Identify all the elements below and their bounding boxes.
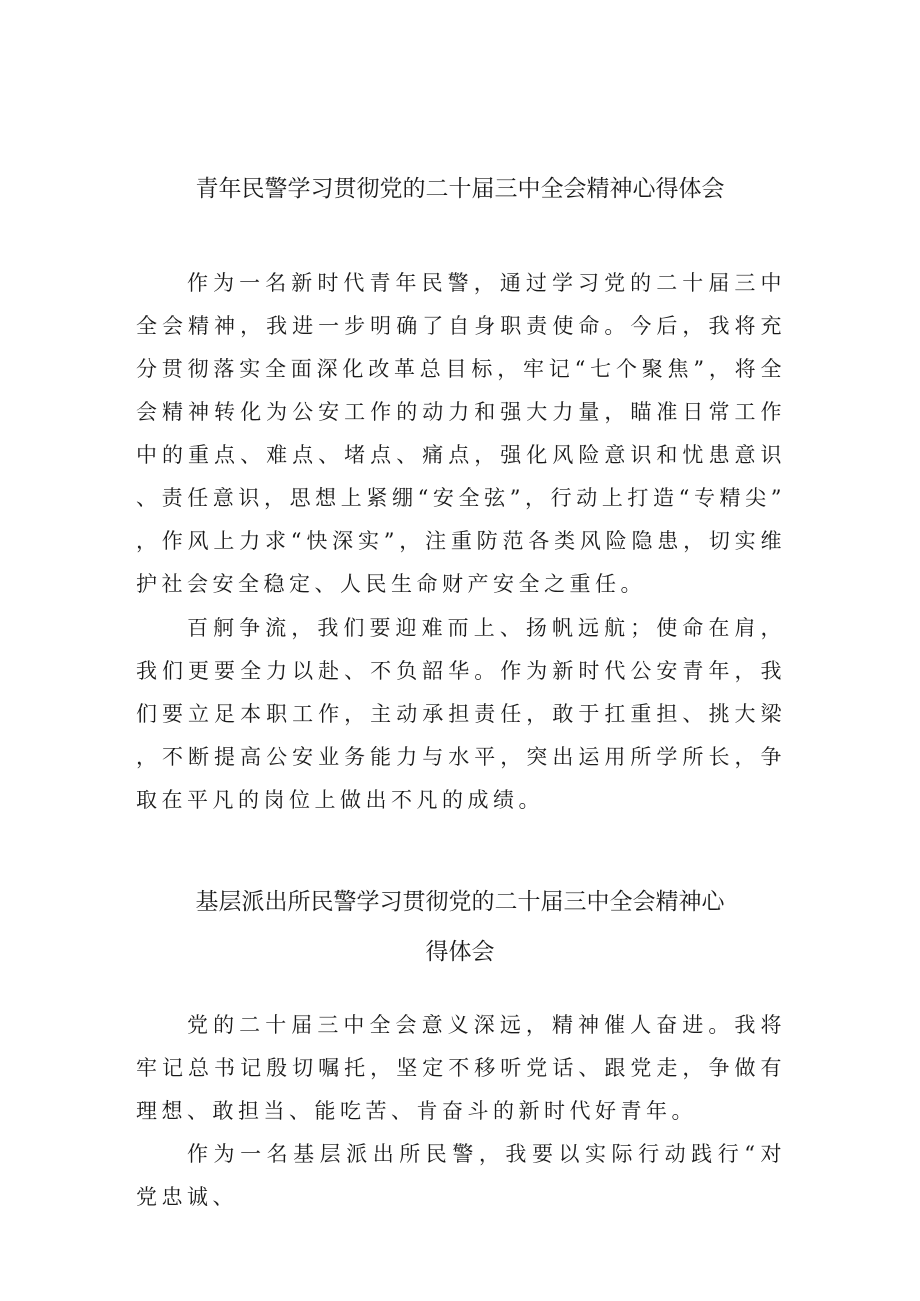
section-1-paragraph-1: 作为一名新时代青年民警，通过学习党的二十届三中全会精神，我进一步明确了自身职责使命。今后，我将充分贯彻落实全面深化改革总目标，牢记“七个聚焦”，将全会精神转化为公安工作的动力和强大力量，瞄准日常工作中的重点、难点、堵点、痛点，强化风险意识和忧患意识、责任意识，思想上紧绷“安全弦”，行动上打造“专精尖”，作风上力求“快深实”，注重防范各类风险隐患，切实维护社会安全稳定、人民生命财产安全之重任。 xyxy=(136,271,786,596)
section-1-title: 青年民警学习贯彻党的二十届三中全会精神心得体会 xyxy=(195,176,725,202)
section-2-title-line-2: 得体会 xyxy=(425,939,495,965)
section-2-paragraph-2: 作为一名基层派出所民警，我要以实际行动践行“对党忠诚、 xyxy=(136,1142,786,1209)
section-2-paragraph-1: 党的二十届三中全会意义深远，精神催人奋进。我将牢记总书记殷切嘱托，坚定不移听党话、跟党走，争做有理想、敢担当、能吃苦、肯奋斗的新时代好青年。 xyxy=(136,1013,786,1123)
section-1-paragraph-2: 百舸争流，我们要迎难而上、扬帆远航；使命在肩，我们更要全力以赴、不负韶华。作为新时代公安青年，我们要立足本职工作，主动承担责任，敢于扛重担、挑大梁，不断提高公安业务能力与水平，突出运用所学所长，争取在平凡的岗位上做出不凡的成绩。 xyxy=(136,616,786,812)
section-2-title xyxy=(0,877,920,977)
section-2-title-line-1: 基层派出所民警学习贯彻党的二十届三中全会精神心 xyxy=(195,889,725,915)
